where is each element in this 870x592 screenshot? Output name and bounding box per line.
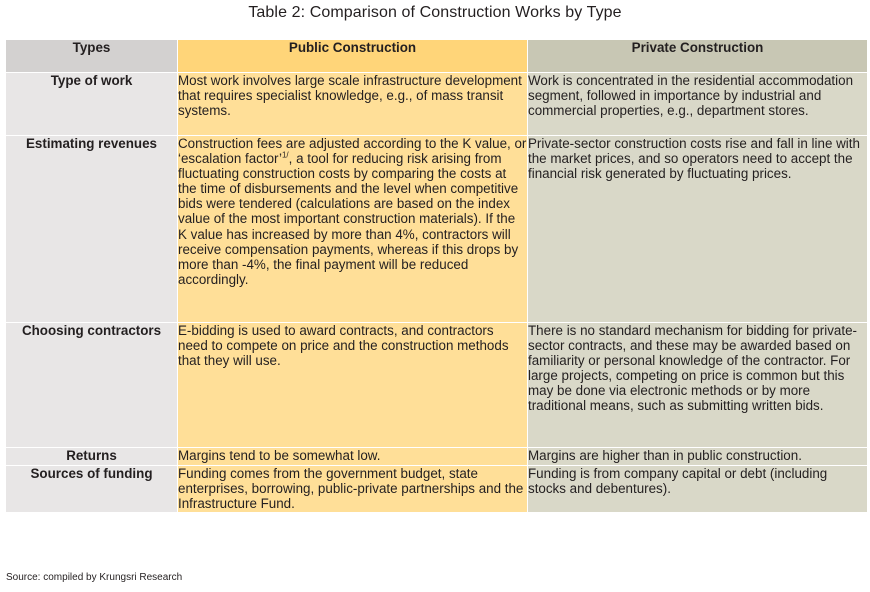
private-cell: Funding is from company capital or debt (including stocks and debentures). — [528, 466, 868, 513]
footnote-marker: 1/ — [281, 150, 289, 160]
table-title: Table 2: Comparison of Construction Works by Type — [248, 4, 622, 21]
source-note: Source: compiled by Krungsri Research — [6, 572, 183, 583]
header-public-construction: Public Construction — [178, 40, 528, 73]
comparison-table — [5, 39, 868, 513]
private-cell: There is no standard mechanism for bidding for private-sector contracts, and these may be awarded based on familiarity or personal knowledge of the contractor. For large projects, competing on price is common but this may be done via electronic methods or by more traditional means, such as submitting written bids. — [528, 323, 868, 448]
table-row — [6, 448, 868, 466]
header-private-construction: Private Construction — [528, 40, 868, 73]
public-cell: E-bidding is used to award contracts, and contractors need to compete on price and the construction methods that they will use. — [178, 323, 528, 448]
public-text-end: , a tool for reducing risk arising from fluctuating construction costs by comparing the costs at the time of disbursements and the level when competitive bids were tendered (calculations are based on the index value of the most important construction materials). If the K value has increased by more than 4%, contractors will receive compensation payments, whereas if this drops by more than -4%, the final payment will be reduced accordingly. — [178, 151, 519, 287]
table-row — [6, 136, 868, 323]
table-row — [6, 73, 868, 136]
private-cell: Margins are higher than in public construction. — [528, 448, 868, 466]
table-row — [6, 323, 868, 448]
row-label: Sources of funding — [6, 466, 178, 513]
row-label: Type of work — [6, 73, 178, 136]
table-row — [6, 466, 868, 513]
public-text-start: Construction fees are adjusted according to the K value, or ‘escalation factor’ — [178, 136, 527, 167]
public-cell: Margins tend to be somewhat low. — [178, 448, 528, 466]
row-label: Choosing contractors — [6, 323, 178, 448]
private-cell: Work is concentrated in the residential accommodation segment, followed in importance by industrial and commercial properties, e.g., department stores. — [528, 73, 868, 136]
public-cell — [178, 136, 528, 323]
row-label: Returns — [6, 448, 178, 466]
header-row — [6, 40, 868, 73]
public-cell: Funding comes from the government budget, state enterprises, borrowing, public-private partnerships and the Infrastructure Fund. — [178, 466, 528, 513]
header-types: Types — [6, 40, 178, 73]
private-cell: Private-sector construction costs rise and fall in line with the market prices, and so operators need to accept the financial risk generated by fluctuating prices. — [528, 136, 868, 323]
public-cell: Most work involves large scale infrastructure development that requires specialist knowledge, e.g., of mass transit systems. — [178, 73, 528, 136]
row-label: Estimating revenues — [6, 136, 178, 323]
